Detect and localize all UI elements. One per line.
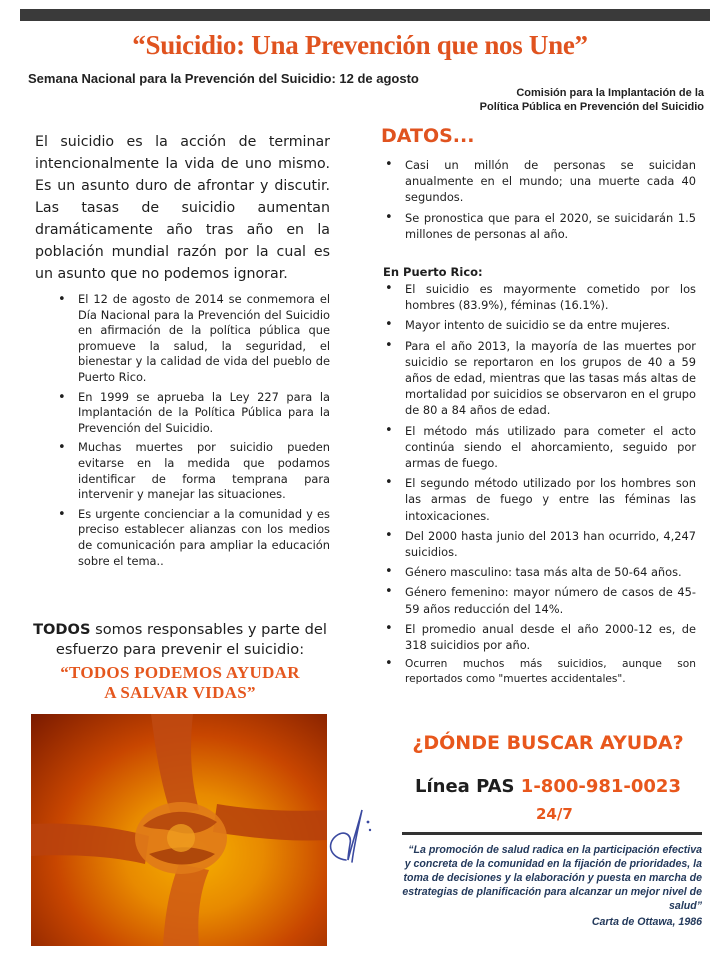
help-heading: ¿DÓNDE BUSCAR AYUDA? bbox=[412, 732, 684, 754]
slogan bbox=[40, 663, 320, 703]
datos-heading: DATOS... bbox=[381, 125, 475, 147]
joined-hands-photo bbox=[31, 714, 327, 946]
puerto-rico-facts-list bbox=[383, 281, 696, 690]
responsibility-rest: somos responsables y parte del esfuerzo para prevenir el suicidio: bbox=[55, 621, 327, 658]
list-item: • Género masculino: tasa más alta de 50-64 años. bbox=[383, 564, 696, 580]
responsibility-bold: TODOS bbox=[33, 621, 91, 638]
list-item: • El promedio anual desde el año 2000-12 es, de 318 suicidios por año. bbox=[383, 621, 696, 653]
hotline-hours: 24/7 bbox=[536, 805, 573, 823]
organization-line-2: Política Pública en Prevención del Suicidio bbox=[479, 101, 704, 113]
list-item: • El suicidio es mayormente cometido por los hombres (83.9%), féminas (16.1%). bbox=[383, 281, 696, 313]
organization-line-1: Comisión para la Implantación de la bbox=[516, 87, 704, 99]
list-item: • Muchas muertes por suicidio pueden evitarse en la medida que podamos identificar de forma temprana para intervenir y manejar las situaciones. bbox=[58, 440, 330, 502]
puerto-rico-heading: En Puerto Rico: bbox=[383, 265, 483, 279]
list-item: • Para el año 2013, la mayoría de las muertes por suicidio se reportaron en los grupos de 40 a 59 años de edad, mientras que las tasas más altas de mortalidad por suicidios se observaron en el grupo de 80 a 84 años de edad. bbox=[383, 338, 696, 419]
quote-source: Carta de Ottawa, 1986 bbox=[591, 916, 702, 928]
list-item: • Casi un millón de personas se suicidan anualmente en el mundo; una muerte cada 40 segundos. bbox=[383, 157, 696, 206]
list-item: • El método más utilizado para cometer el acto continúa siendo el ahorcamiento, seguido por armas de fuego. bbox=[383, 423, 696, 472]
slogan-line-2: A SALVAR VIDAS” bbox=[104, 683, 256, 702]
intro-paragraph: El suicidio es la acción de terminar intencionalmente la vida de uno mismo. Es un asunto duro de afrontar y discutir. Las tasas de suicidio aumentan dramáticamente año tras año en la población mundial razón por la cual es un asunto que no podemos ignorar. bbox=[35, 134, 330, 282]
hotline bbox=[398, 776, 698, 797]
joined-hands-illustration bbox=[31, 714, 327, 946]
world-facts-list bbox=[383, 157, 696, 246]
hotline-phone-number: 1-800-981-0023 bbox=[520, 776, 681, 797]
hotline-label: Línea PAS bbox=[415, 776, 515, 797]
ottawa-quote bbox=[402, 832, 702, 929]
header-bar bbox=[20, 9, 710, 21]
list-item: • Mayor intento de suicidio se da entre mujeres. bbox=[383, 317, 696, 333]
list-item: • El 12 de agosto de 2014 se conmemora el Día Nacional para la Prevención del Suicidio en afirmación de la política pública que promueve la salud, la seguridad, el bienestar y la calidad de vida del pueblo de Puerto Rico. bbox=[58, 292, 330, 386]
responsibility-text bbox=[30, 620, 330, 660]
organization-name bbox=[344, 86, 704, 114]
list-item: • Es urgente concienciar a la comunidad y es preciso establecer alianzas con los medios de comunicación para ampliar la educación sobre el tema.. bbox=[58, 507, 330, 569]
page-subtitle: Semana Nacional para la Prevención del Suicidio: 12 de agosto bbox=[28, 71, 419, 86]
quote-text: “La promoción de salud radica en la participación efectiva y concreta de la comunidad en la fijación de prioridades, la toma de decisiones y la elaboración y puesta en marcha de estrategias de planificación para alcanzar un mejor nivel de salud” bbox=[402, 844, 702, 912]
handwritten-signature bbox=[318, 800, 378, 870]
list-item: • Género femenino: mayor número de casos de 45-59 años reducción del 14%. bbox=[383, 584, 696, 616]
slogan-line-1: “TODOS PODEMOS AYUDAR bbox=[60, 663, 300, 682]
list-item: • Se pronostica que para el 2020, se suicidarán 1.5 millones de personas al año. bbox=[383, 210, 696, 242]
list-item: • El segundo método utilizado por los hombres son las armas de fuego y entre las féminas las intoxicaciones. bbox=[383, 475, 696, 524]
page-title: “Suicidio: Una Prevención que nos Une” bbox=[132, 30, 588, 60]
list-item: • En 1999 se aprueba la Ley 227 para la Implantación de la Política Pública para la Prevención del Suicidio. bbox=[58, 390, 330, 437]
left-bullet-list bbox=[58, 292, 330, 573]
list-item: • Del 2000 hasta junio del 2013 han ocurrido, 4,247 suicidios. bbox=[383, 528, 696, 560]
list-item: • Ocurren muchos más suicidios, aunque son reportados como "muertes accidentales". bbox=[383, 657, 696, 686]
